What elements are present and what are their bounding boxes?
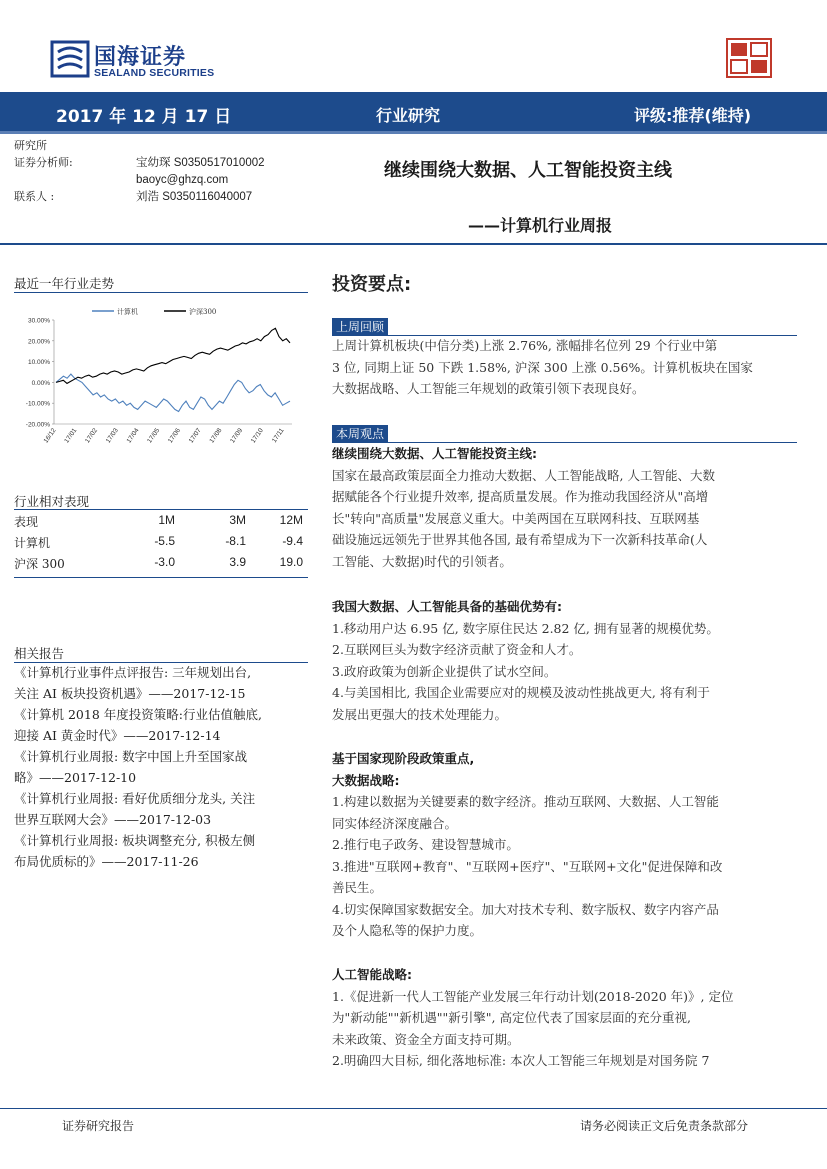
basis-line: 发展出更强大的技术处理能力。 — [332, 706, 508, 722]
policy-heading: 基于国家现阶段政策重点, — [332, 751, 475, 766]
related-report-line[interactable]: 布局优质标的》——2017-11-26 — [14, 854, 199, 869]
bigdata-line: 4.切实保障国家数据安全。加大对技术专利、数字版权、数字内容产品 — [332, 901, 719, 917]
x-tick-label: 17/05 — [146, 427, 162, 445]
performance-header-row — [14, 511, 308, 532]
sealand-logo-icon — [50, 38, 90, 78]
footer-divider — [0, 1108, 827, 1109]
header-divider — [0, 243, 827, 245]
y-tick-label: 20.00% — [27, 338, 50, 346]
view-line: 工智能、大数据)时代的引领者。 — [332, 553, 512, 569]
perf-cell: 计算机 — [14, 536, 51, 550]
related-report-line[interactable]: 关注 AI 板块投资机遇》——2017-12-15 — [14, 686, 246, 701]
related-reports — [14, 662, 314, 872]
x-tick-label: 16/12 — [42, 427, 58, 445]
ai-heading: 人工智能战略: — [332, 967, 412, 982]
bigdata-line: 同实体经济深度融合。 — [332, 815, 458, 831]
performance-bottom-divider — [14, 577, 308, 578]
contact-label: 联系人 : — [14, 190, 55, 203]
perf-cell: -9.4 — [282, 534, 303, 548]
company-logo — [50, 38, 240, 82]
y-tick-label: 0.00% — [31, 379, 50, 387]
x-tick-label: 17/02 — [84, 427, 100, 445]
performance-title: 行业相对表现 — [14, 494, 90, 509]
x-tick-label: 17/11 — [270, 427, 286, 445]
view-line: 长"转向"高质量"发展意义重大。中美两国在互联网科技、互联网基 — [332, 510, 700, 526]
perf-cell: 3.9 — [229, 555, 246, 569]
footer-left-text: 证券研究报告 — [62, 1119, 135, 1133]
research-seal-icon — [726, 38, 772, 78]
x-tick-label: 17/06 — [166, 427, 183, 445]
basis-line: 4.与美国相比, 我国企业需要应对的规模及波动性挑战更大, 将有利于 — [332, 685, 710, 700]
related-report-line[interactable]: 《计算机行业周报: 数字中国上升至国家战 — [14, 749, 248, 764]
perf-cell: -8.1 — [225, 534, 246, 548]
basis-paragraph — [332, 596, 794, 725]
related-title: 相关报告 — [14, 646, 65, 661]
perf-cell: 19.0 — [279, 555, 303, 569]
basis-heading: 我国大数据、人工智能具备的基础优势有: — [332, 599, 562, 614]
header-bar — [0, 92, 827, 134]
perf-header-cell: 表现 — [14, 515, 39, 529]
view-heading: 继续围绕大数据、人工智能投资主线: — [332, 446, 537, 461]
logo-cn-text: 国海证券 — [94, 45, 187, 70]
perf-header-cell: 1M — [158, 513, 175, 527]
perf-header-cell: 12M — [279, 513, 303, 527]
tag-last-week-review: 上周回顾 — [332, 318, 388, 336]
related-report-line[interactable]: 《计算机行业周报: 看好优质细分龙头, 关注 — [14, 791, 256, 806]
analyst-name: 宝幼琛 S0350517010002 — [136, 157, 265, 169]
related-report-line[interactable]: 略》——2017-12-10 — [14, 770, 137, 785]
tag-this-week-view: 本周观点 — [332, 425, 388, 443]
perf-cell: -5.5 — [154, 534, 175, 548]
series-line — [56, 374, 290, 411]
ai-paragraph — [332, 964, 794, 1072]
legend-label: 计算机 — [117, 308, 138, 316]
trend-chart-svg — [14, 296, 308, 456]
trend-chart — [14, 296, 308, 456]
y-tick-label: 30.00% — [27, 317, 50, 325]
analyst-label: 证券分析师: — [14, 156, 73, 169]
view-line: 据赋能各个行业提升效率, 提高质量发展。作为推动我国经济从"高增 — [332, 489, 709, 504]
bigdata-line: 及个人隐私等的保护力度。 — [332, 923, 483, 938]
legend-label: 沪深300 — [189, 308, 217, 316]
related-report-line[interactable]: 《计算机 2018 年度投资策略:行业估值触底, — [14, 707, 262, 722]
related-report-line[interactable]: 《计算机行业事件点评报告: 三年规划出台, — [14, 665, 252, 680]
basis-line: 3.政府政策为创新企业提供了试水空间。 — [332, 663, 557, 679]
ai-line: 2.明确四大目标, 细化落地标准: 本次人工智能三年规划是对国务院 7 — [332, 1053, 710, 1068]
table-row — [14, 553, 308, 574]
table-row — [14, 532, 308, 553]
bigdata-line: 2.推行电子政务、建设智慧城市。 — [332, 837, 519, 852]
report-date: 2017 年 12 月 17 日 — [56, 107, 232, 127]
perf-cell: 沪深 300 — [14, 557, 65, 571]
logo-en-text: SEALAND SECURITIES — [94, 67, 215, 79]
basis-line: 1.移动用户达 6.95 亿, 数字原住民达 2.82 亿, 拥有显著的规模优势。 — [332, 620, 719, 636]
basis-line: 2.互联网巨头为数字经济贡献了资金和人才。 — [332, 642, 582, 657]
footer-disclaimer: 请务必阅读正文后免责条款部分 — [580, 1119, 749, 1133]
analyst-email: baoyc@ghzq.com — [136, 174, 229, 186]
review-line: 上周计算机板块(中信分类)上涨 2.76%, 涨幅排名位列 29 个行业中第 — [332, 338, 718, 353]
performance-table — [14, 511, 308, 574]
series-line — [56, 328, 290, 383]
bigdata-line: 3.推进"互联网+教育"、"互联网+医疗"、"互联网+文化"促进保障和改 — [332, 858, 723, 874]
report-rating: 评级:推荐(维持) — [634, 106, 752, 125]
y-tick-label: 10.00% — [27, 359, 50, 367]
bigdata-paragraph — [332, 748, 794, 942]
x-tick-label: 17/01 — [63, 427, 79, 445]
x-tick-label: 17/09 — [229, 427, 245, 445]
perf-cell: -3.0 — [154, 555, 175, 569]
report-title: 继续围绕大数据、人工智能投资主线 — [384, 160, 672, 181]
y-tick-label: -10.00% — [25, 400, 50, 408]
investment-highlights-heading: 投资要点: — [332, 274, 412, 295]
bigdata-heading: 大数据战略: — [332, 772, 400, 788]
view-paragraph — [332, 443, 794, 572]
org-label: 研究所 — [14, 139, 47, 152]
x-tick-label: 17/04 — [125, 427, 141, 445]
review-line: 3 位, 同期上证 50 下跌 1.58%, 沪深 300 上涨 0.56%。计算机板块在国家 — [332, 359, 753, 375]
ai-line: 未来政策、资金全方面支持可期。 — [332, 1031, 520, 1047]
bigdata-line: 善民生。 — [332, 880, 383, 895]
performance-divider — [14, 509, 308, 510]
x-tick-label: 17/07 — [187, 427, 203, 445]
trend-title: 最近一年行业走势 — [14, 276, 115, 291]
ai-line: 1.《促进新一代人工智能产业发展三年行动计划(2018-2020 年)》, 定位 — [332, 988, 734, 1004]
related-report-line[interactable]: 《计算机行业周报: 板块调整充分, 积极左侧 — [14, 833, 256, 848]
x-tick-label: 17/08 — [208, 427, 224, 445]
bigdata-line: 1.构建以数据为关键要素的数字经济。推动互联网、大数据、人工智能 — [332, 794, 719, 809]
review-line: 大数据战略、人工智能三年规划的政策引领下表现良好。 — [332, 381, 645, 396]
x-tick-label: 17/10 — [249, 427, 265, 445]
report-type: 行业研究 — [376, 106, 441, 125]
y-tick-label: -20.00% — [25, 421, 50, 429]
trend-divider — [14, 292, 308, 293]
contact-name: 刘浩 S0350116040007 — [136, 191, 253, 203]
related-report-line[interactable]: 迎接 AI 黄金时代》——2017-12-14 — [14, 728, 221, 743]
view-line: 础设施远远领先于世界其他各国, 最有希望成为下一次新科技革命(人 — [332, 532, 708, 547]
review-paragraph — [332, 335, 794, 400]
related-report-line[interactable]: 世界互联网大会》——2017-12-03 — [14, 812, 212, 827]
x-tick-label: 17/03 — [104, 427, 120, 445]
ai-line: 为"新动能""新机遇""新引擎", 高定位代表了国家层面的充分重视, — [332, 1010, 691, 1025]
report-subtitle: ——计算机行业周报 — [468, 216, 613, 235]
view-line: 国家在最高政策层面全力推动大数据、人工智能战略, 人工智能、大数 — [332, 467, 715, 483]
perf-header-cell: 3M — [229, 513, 246, 527]
